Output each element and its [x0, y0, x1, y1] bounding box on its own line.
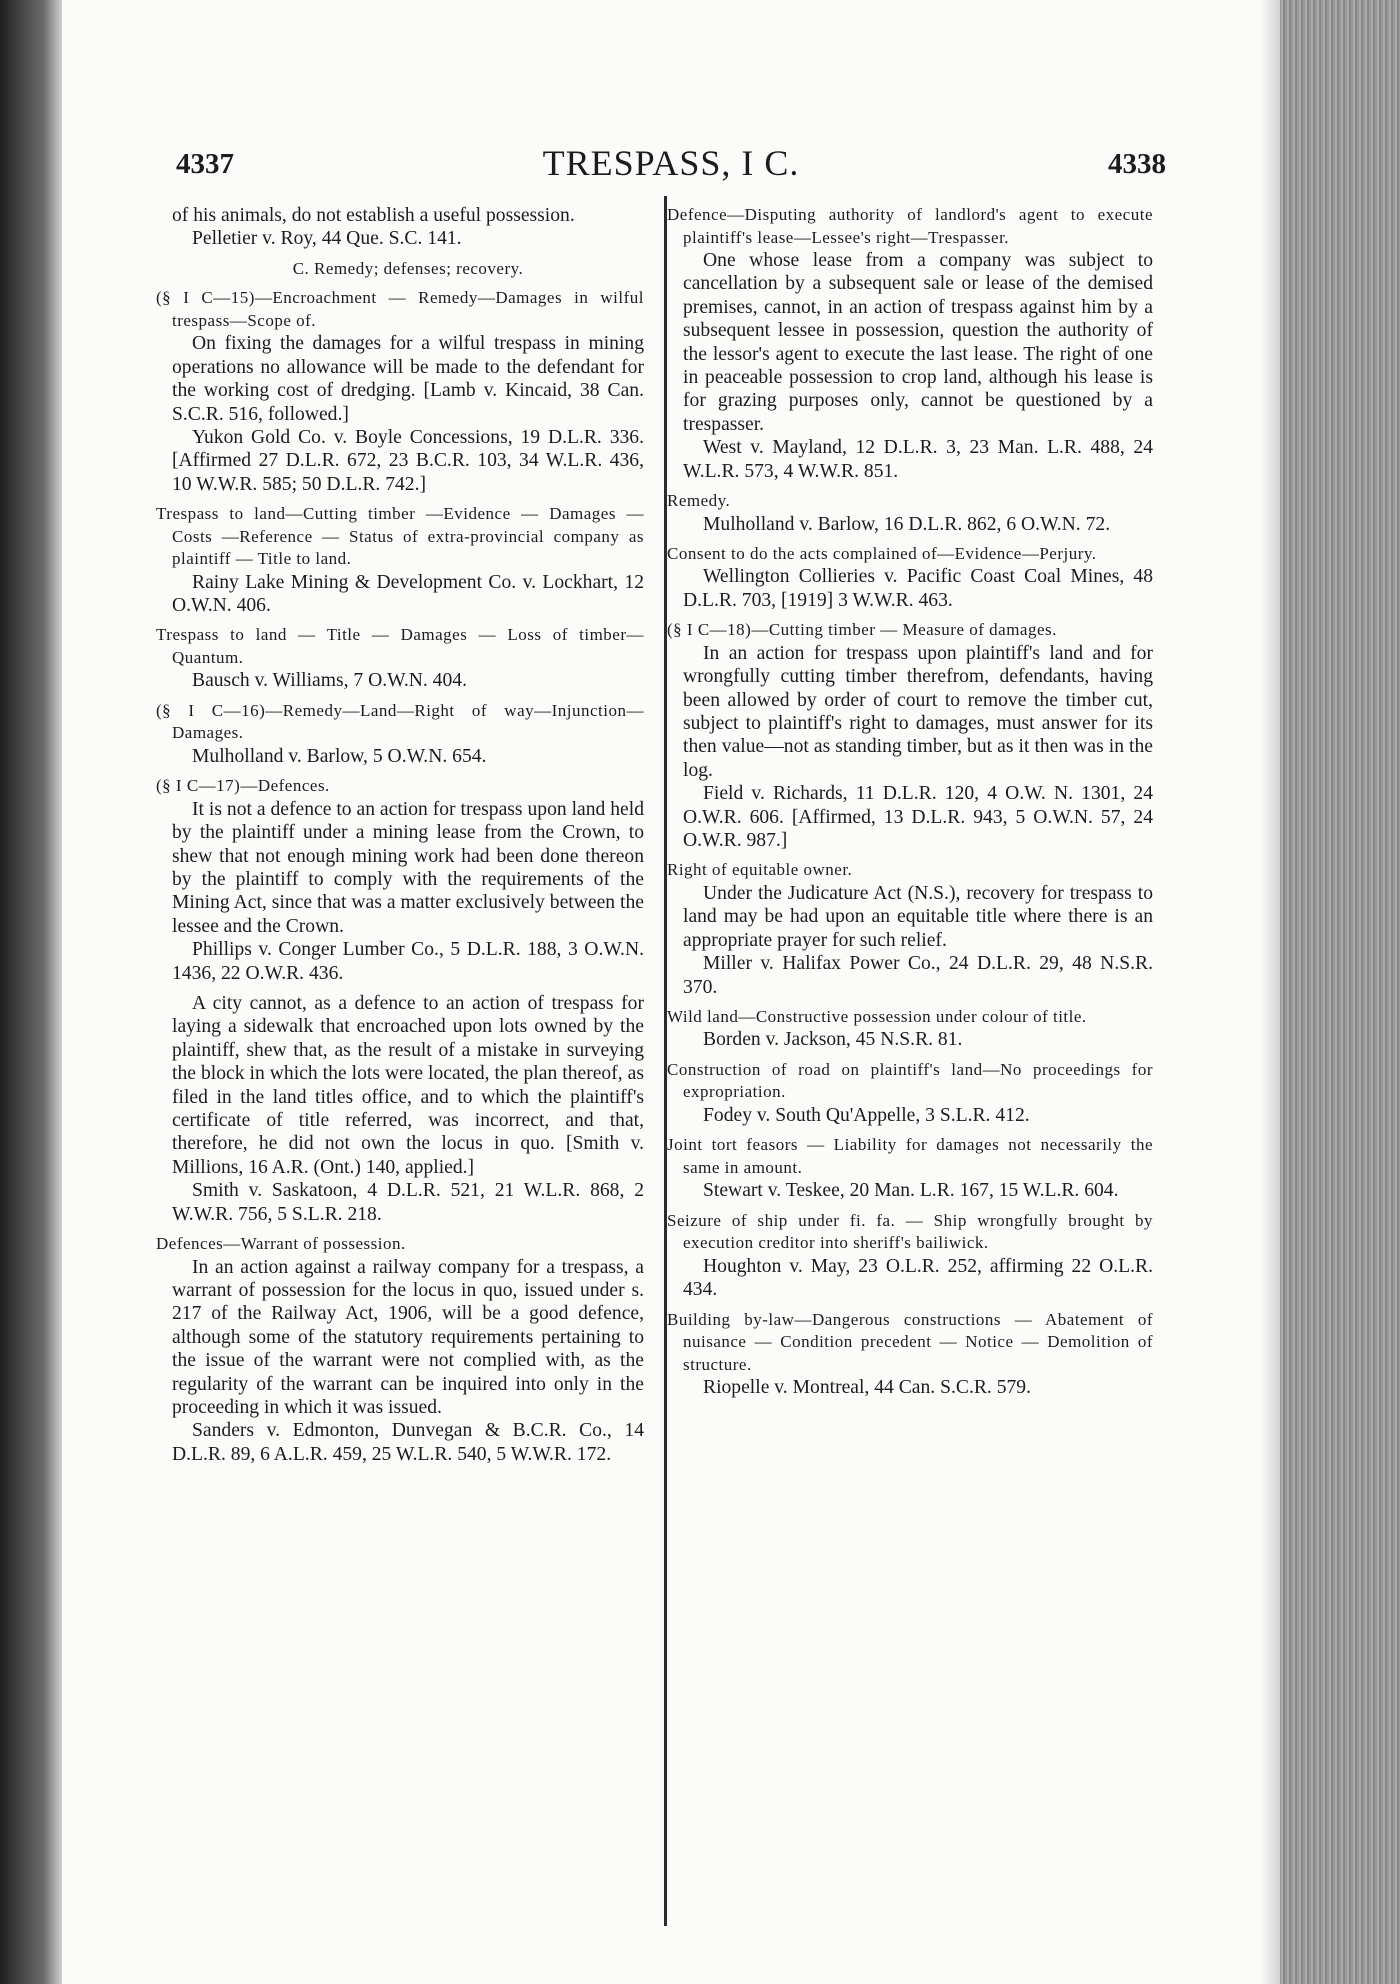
- entry-heading: Wild land—Constructive possession under colour of title.: [667, 1006, 1087, 1026]
- digest-entry: [172, 204, 644, 251]
- case-citation: Mulholland v. Barlow, 16 D.L.R. 862, 6 O.W.N. 72.: [703, 513, 1111, 535]
- case-citation: Wellington Collieries v. Pacific Coast Coal Mines, 48 D.L.R. 703, [1919] 3 W.W.R. 463.: [683, 566, 1153, 611]
- running-title: TRESPASS, I C.: [542, 143, 800, 183]
- entry-body: Under the Judicature Act (N.S.), recovery for trespass to land may be had upon an equitable title where there is an appropriate prayer for such relief.: [683, 882, 1153, 951]
- digest-entry: [667, 619, 1153, 852]
- entry-heading: Trespass to land — Title — Damages — Loss of timber—Quantum.: [156, 625, 644, 667]
- entry-body: One whose lease from a company was subject to cancellation by a subsequent sale or lease of the demised premises, cannot, in an action of trespass against him by a subsequent lessee in possession, question the authority of the lessor's agent to execute the last lease. The right of one in peaceable possession to crop land, although his lease is for grazing purposes only, cannot be questioned by a trespasser.: [683, 250, 1153, 435]
- case-citation: Houghton v. May, 23 O.L.R. 252, affirming 22 O.L.R. 434.: [683, 1255, 1153, 1301]
- entry-body: On fixing the damages for a wilful trespass in mining operations no allowance will be made to the defendant for the working cost of dredging. [Lamb v. Kincaid, 38 Can. S.C.R. 516, followed.]: [172, 333, 644, 425]
- digest-entry: [156, 287, 644, 496]
- entry-body: In an action for trespass upon plaintiff's land and for wrongfully cutting timber therefrom, defendants, having been allowed by order of court to remove the timber cut, subject to plaintiff's right to damages, must answer for its then value—not as standing timber, but as it then was in the log.: [683, 642, 1153, 781]
- entry-heading: C. Remedy; defenses; recovery.: [292, 258, 524, 278]
- case-citation: Phillips v. Conger Lumber Co., 5 D.L.R. 188, 3 O.W.N. 1436, 22 O.W.R. 436.: [172, 939, 644, 984]
- entry-heading: Trespass to land—Cutting timber —Evidence — Damages — Costs —Reference — Status of extra-provincial company as plaintiff — Title to land.: [156, 504, 644, 569]
- left-column: [156, 204, 644, 1473]
- entry-heading: Remedy.: [667, 491, 731, 511]
- case-citation: Borden v. Jackson, 45 N.S.R. 81.: [703, 1029, 963, 1051]
- digest-entry: [667, 490, 1153, 536]
- digest-entry: [156, 503, 644, 617]
- entry-heading: (§ I C—16)—Remedy—Land—Right of way—Injunction—Damages.: [156, 700, 644, 743]
- digest-entry: [667, 204, 1153, 483]
- digest-entry: [667, 1006, 1153, 1052]
- case-citation: Sanders v. Edmonton, Dunvegan & B.C.R. Co., 14 D.L.R. 89, 6 A.L.R. 459, 25 W.L.R. 540, 5 W.W.R. 172.: [172, 1420, 644, 1465]
- entry-heading: Joint tort feasors — Liability for damages not necessarily the same in amount.: [667, 1135, 1153, 1177]
- case-citation: Pelletier v. Roy, 44 Que. S.C. 141.: [192, 228, 462, 250]
- entry-body: In an action against a railway company for a trespass, a warrant of possession for the locus in quo, issued under s. 217 of the Railway Act, 1906, will be a good defence, although some of the statutory requirements pertaining to the issue of the warrant were not complied with, as the regularity of the warrant can be inquired into only in the proceeding in which it was issued.: [172, 1256, 644, 1419]
- case-citation: West v. Mayland, 12 D.L.R. 3, 23 Man. L.R. 488, 24 W.L.R. 573, 4 W.W.R. 851.: [683, 437, 1153, 482]
- entry-body: It is not a defence to an action for trespass upon land held by the plaintiff under a mining lease from the Crown, to shew that not enough mining work had been done thereon by the plaintiff to comply with the requirements of the Mining Act, since that was a matter exclusively between the lessee and the Crown.: [172, 798, 644, 937]
- case-citation: Stewart v. Teskee, 20 Man. L.R. 167, 15 W.L.R. 604.: [703, 1180, 1119, 1202]
- digest-entry: [156, 624, 644, 692]
- case-citation: Yukon Gold Co. v. Boyle Concessions, 19 D.L.R. 336. [Affirmed 27 D.L.R. 672, 23 B.C.R. 103, 34 W.L.R. 436, 10 W.W.R. 585; 50 D.L.R. 742.]: [172, 426, 644, 495]
- case-citation: Bausch v. Williams, 7 O.W.N. 404.: [192, 670, 467, 692]
- case-citation: Mulholland v. Barlow, 5 O.W.N. 654.: [192, 745, 487, 767]
- entry-body: A city cannot, as a defence to an action of trespass for laying a sidewalk that encroached upon lots owned by the plaintiff, shew that, as the result of a mistake in surveying the block in which the lots were located, the plan thereof, as filed in the land titles office, and to which the plaintiff's certificate of title referred, was incorrect, and that, therefore, he did not own the locus in quo. [Smith v. Millions, 16 A.R. (Ont.) 140, applied.]: [172, 993, 644, 1178]
- case-citation: Riopelle v. Montreal, 44 Can. S.C.R. 579.: [703, 1377, 1031, 1398]
- digest-entry: [156, 775, 644, 985]
- entry-heading: (§ I C—18)—Cutting timber — Measure of damages.: [667, 620, 1057, 640]
- running-header: [176, 143, 1166, 188]
- binding-shadow: [0, 0, 62, 1984]
- entry-heading: Seizure of ship under fi. fa. — Ship wrongfully brought by execution creditor into sheriff's bailiwick.: [667, 1210, 1153, 1253]
- case-citation: Miller v. Halifax Power Co., 24 D.L.R. 29, 48 N.S.R. 370.: [683, 953, 1153, 998]
- digest-entry: [667, 1309, 1153, 1400]
- entry-heading: Defence—Disputing authority of landlord's agent to execute plaintiff's lease—Lessee's right—Trespasser.: [667, 205, 1153, 247]
- entry-heading: (§ I C—17)—Defences.: [156, 776, 330, 796]
- digest-entry: [667, 543, 1153, 612]
- entry-heading: Right of equitable owner.: [667, 860, 853, 880]
- digest-entry: [172, 258, 644, 281]
- case-citation: Rainy Lake Mining & Development Co. v. Lockhart, 12 O.W.N. 406.: [172, 571, 644, 617]
- entry-body: of his animals, do not establish a useful possession.: [172, 205, 575, 226]
- digest-entry: [667, 1210, 1153, 1302]
- page-number-right: 4338: [1108, 148, 1166, 180]
- digest-entry: [156, 1233, 644, 1466]
- digest-entry: [667, 1134, 1153, 1202]
- entry-heading: Defences—Warrant of possession.: [156, 1234, 406, 1254]
- digest-entry: [172, 992, 644, 1226]
- digest-entry: [667, 1059, 1153, 1127]
- digest-entry: [667, 859, 1153, 999]
- case-citation: Field v. Richards, 11 D.L.R. 120, 4 O.W. N. 1301, 24 O.W.R. 606. [Affirmed, 13 D.L.R. 943, 5 O.W.N. 57, 24 O.W.R. 987.]: [683, 783, 1153, 852]
- page-number-left: 4337: [176, 148, 234, 180]
- entry-heading: Consent to do the acts complained of—Evidence—Perjury.: [667, 543, 1097, 563]
- entry-heading: Building by-law—Dangerous constructions — Abatement of nuisance — Condition precedent — Notice — Demolition of structure.: [667, 1309, 1153, 1374]
- case-citation: Smith v. Saskatoon, 4 D.L.R. 521, 21 W.L.R. 868, 2 W.W.R. 756, 5 S.L.R. 218.: [172, 1180, 644, 1225]
- entry-heading: (§ I C—15)—Encroachment — Remedy—Damages in wilful trespass—Scope of.: [156, 288, 644, 330]
- book-page-edges: [1280, 0, 1400, 1984]
- digest-entry: [156, 700, 644, 768]
- right-column: [667, 204, 1153, 1406]
- entry-heading: Construction of road on plaintiff's land—No proceedings for expropriation.: [667, 1059, 1153, 1102]
- case-citation: Fodey v. South Qu'Appelle, 3 S.L.R. 412.: [703, 1104, 1030, 1126]
